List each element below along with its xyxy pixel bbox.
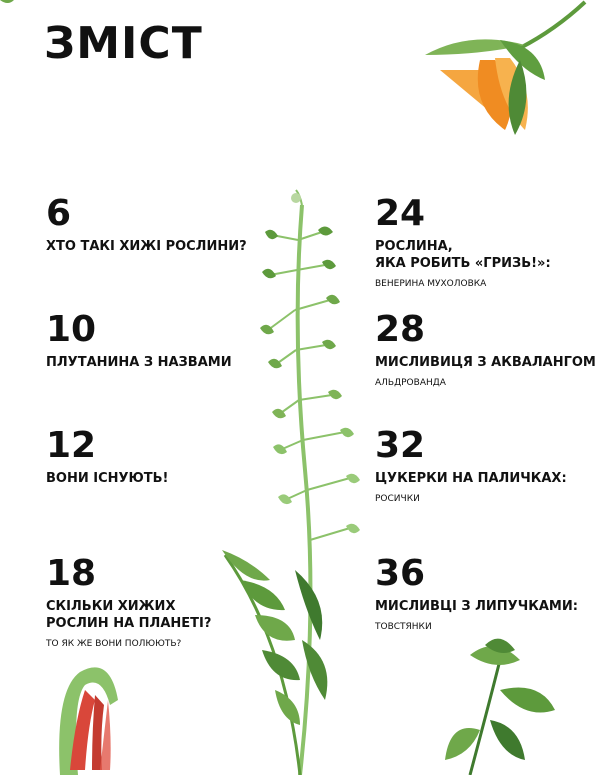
page-title: ЗМІСТ xyxy=(44,18,203,69)
page-number: 24 xyxy=(375,193,426,234)
entry-title: МИСЛИВИЦЯ З АКВАЛАНГОМ xyxy=(375,355,596,370)
toc-entry[interactable] xyxy=(46,425,169,487)
page-number: 12 xyxy=(46,425,97,466)
entry-subtitle: ВЕНЕРИНА МУХОЛОВКА xyxy=(375,279,487,289)
green-sprout-icon xyxy=(445,639,555,775)
page-number: 18 xyxy=(46,553,97,594)
entry-title: РОСЛИНА, ЯКА РОБИТЬ «ГРИЗЬ!»: xyxy=(375,239,551,271)
page-number: 28 xyxy=(375,309,426,350)
page-number: 32 xyxy=(375,425,426,466)
entry-subtitle: ТОВСТЯНКИ xyxy=(375,622,432,632)
toc-entry[interactable] xyxy=(375,193,551,290)
toc-entry[interactable] xyxy=(375,425,567,505)
entry-title: ЦУКЕРКИ НА ПАЛИЧКАХ: xyxy=(375,471,567,486)
entry-subtitle: ТО ЯК ЖЕ ВОНИ ПОЛЮЮТЬ? xyxy=(46,639,182,649)
entry-title: МИСЛИВЦІ З ЛИПУЧКАМИ: xyxy=(375,599,578,614)
entry-title: ХТО ТАКІ ХИЖІ РОСЛИНИ? xyxy=(46,239,247,254)
page-number: 10 xyxy=(46,309,97,350)
entry-title: ПЛУТАНИНА З НАЗВАМИ xyxy=(46,355,232,370)
toc-entry[interactable] xyxy=(46,553,212,650)
entry-title: ВОНИ ІСНУЮТЬ! xyxy=(46,471,169,486)
page-number: 36 xyxy=(375,553,426,594)
page-number: 6 xyxy=(46,193,72,234)
toc-entry[interactable] xyxy=(46,193,247,255)
curled-sundew-icon xyxy=(59,667,118,775)
toc-entry[interactable] xyxy=(375,309,596,389)
entry-title: СКІЛЬКИ ХИЖИХ РОСЛИН НА ПЛАНЕТІ? xyxy=(46,599,212,631)
entry-subtitle: АЛЬДРОВАНДА xyxy=(375,378,446,388)
toc-entry[interactable] xyxy=(46,309,232,371)
orange-flower-icon xyxy=(425,2,585,135)
toc-entry[interactable] xyxy=(375,553,578,633)
entry-subtitle: РОСИЧКИ xyxy=(375,494,420,504)
